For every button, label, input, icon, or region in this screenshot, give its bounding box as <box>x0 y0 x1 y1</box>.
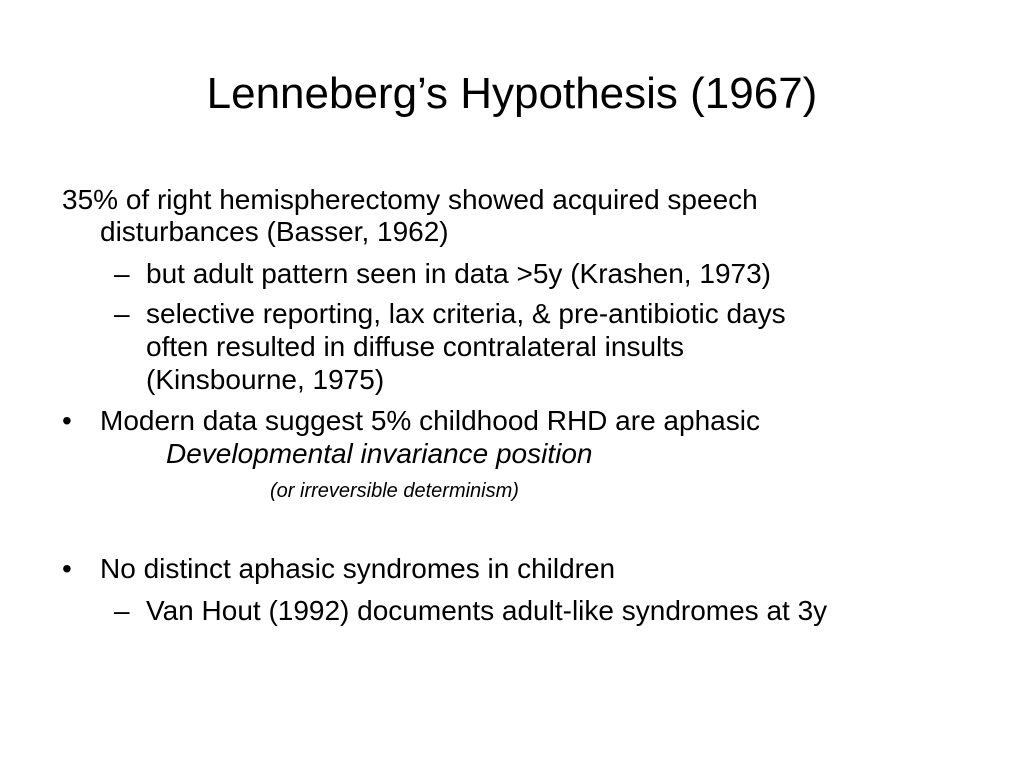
slide-title: Lenneberg’s Hypothesis (1967) <box>206 69 818 118</box>
position-sublabel: (or irreversible determinism) <box>270 480 519 502</box>
bullet-text: Modern data suggest 5% childhood RHD are aphasic <box>100 405 760 436</box>
sub-bullet-text: Van Hout (1992) documents adult-like syndromes at 3y <box>146 595 828 626</box>
sub-bullet-text: but adult pattern seen in data >5y (Krashen, 1973) <box>146 258 771 289</box>
dash-marker: – <box>114 595 130 626</box>
sub-bullet-text: (Kinsbourne, 1975) <box>146 364 385 395</box>
bullet-marker: • <box>62 405 72 436</box>
paragraph-line: 35% of right hemispherectomy showed acquired speech <box>62 184 758 215</box>
dash-marker: – <box>114 258 130 289</box>
dash-marker: – <box>114 298 130 329</box>
paragraph-line: disturbances (Basser, 1962) <box>100 216 449 247</box>
position-label: Developmental invariance position <box>166 438 593 469</box>
bullet-text: No distinct aphasic syndromes in children <box>100 553 616 584</box>
bullet-marker: • <box>62 553 72 584</box>
sub-bullet-text: selective reporting, lax criteria, & pre-antibiotic days <box>146 298 786 329</box>
sub-bullet-text: often resulted in diffuse contralateral insults <box>146 331 685 362</box>
